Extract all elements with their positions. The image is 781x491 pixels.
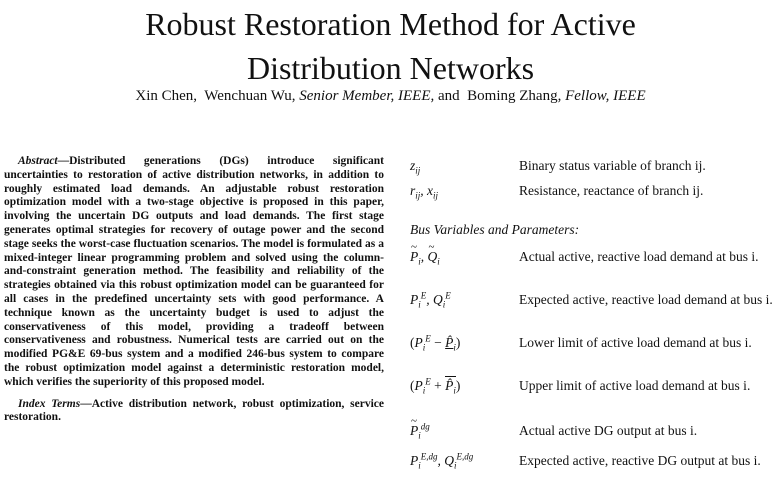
symbol-description: Expected active, reactive load demand at bus i. <box>519 292 773 307</box>
bus-variables-heading: Bus Variables and Parameters: <box>410 222 580 237</box>
symbol-p-q-tilde: ~ $P_i$, ~ $Q_i$ <box>410 248 515 265</box>
symbol-description: Binary status variable of branch ij. <box>519 158 706 173</box>
symbol-description: Actual active DG output at bus i. <box>519 423 698 438</box>
abstract-text: —Distributed generations (DGs) introduce significant uncertainties to restoration of active distribution networks, in addition to roughly estimated load demands. An adjustable robust restoration optimization model with a two-stage objective is proposed in this paper, involving the uncertain DG outputs and load demands. The first stage generates optimal strategies for recovery of outage power and the second stage seeks the worst-case fluctuation scenarios. The model is formulated as a mixed-integer linear programming problem and solved using the column-and-constraint generation method. The feasibility and reliability of the strategies obtained via this robust optimization model can be guaranteed for all cases in the predefined uncertainty sets with good performance. A technique known as the uncertainty budget is used to adjust the conservativeness of this model, providing a tradeoff between conservativeness and robustness. Numerical tests are carried out on the modified PG&E 69-bus system and a modified 246-bus system to compare the robust optimization model against a deterministic restoration model, which verifies the superiority of this proposed model. <box>4 155 384 388</box>
symbol-p-upper: ($P_i^E$ + $P̂_i$) <box>410 376 461 396</box>
symbol-p-q-expected: $P_i^E$, $Q_i^E$ <box>410 290 451 310</box>
title-line-2: Distribution Networks <box>246 50 535 86</box>
abstract-column <box>4 155 384 425</box>
index-terms-paragraph <box>4 398 384 426</box>
index-terms-label: Index Terms <box>18 397 81 410</box>
symbol-description: Upper limit of active load demand at bus i. <box>519 378 751 393</box>
author-3-role: Fellow, IEEE <box>565 88 646 104</box>
abstract-paragraph <box>4 155 384 390</box>
symbol-r-x-ij: $r_{ij}$, $x_{ij}$ <box>410 183 439 201</box>
symbol-p-q-dg-expected: $P_i^{E,dg}$, $Q_i^{E,dg}$ <box>410 451 474 471</box>
symbol-p-lower: ($P_i^E$ − $P̂_i$) <box>410 333 461 353</box>
symbol-p-dg: ~ $P_i^{dg}$ <box>410 422 515 439</box>
abstract-label: Abstract <box>18 155 58 167</box>
author-3: Boming Zhang, <box>467 88 562 104</box>
symbol-z-ij: $z_{ij}$ <box>410 158 421 176</box>
author-line <box>0 88 781 105</box>
author-2-role: Senior Member, IEEE, <box>299 88 435 104</box>
author-1: Xin Chen, <box>135 88 198 104</box>
symbol-description: Lower limit of active load demand at bus i. <box>519 335 752 350</box>
author-and: and <box>437 88 460 104</box>
symbol-description: Actual active, reactive load demand at bus i. <box>519 249 759 264</box>
symbol-description: Expected active, reactive DG output at bus i. <box>519 453 761 468</box>
title-line-1: Robust Restoration Method for Active <box>145 6 636 42</box>
index-terms-text: —Active distribution network, robust optimization, service restoration. <box>4 397 384 424</box>
symbol-description: Resistance, reactance of branch ij. <box>519 183 704 198</box>
author-2: Wenchuan Wu, <box>204 88 296 104</box>
paper-title <box>0 2 781 90</box>
